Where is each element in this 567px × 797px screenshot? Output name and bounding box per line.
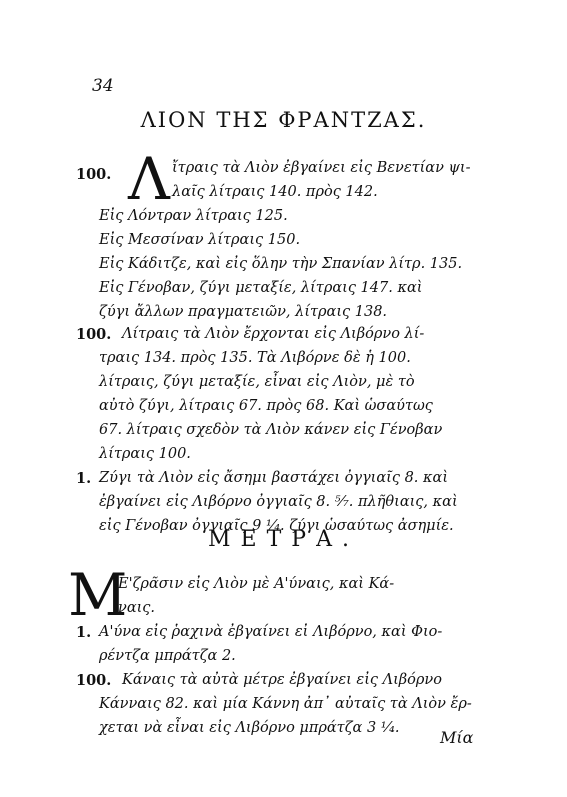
text-line: Α'ύνα εἰς ῥαχινὰ ἐβγαίνει εἰ Λιβόρνο, καὶ Φιο- — [99, 624, 443, 640]
text-line: ναις. — [118, 600, 156, 616]
text-line: λίτραις 100. — [99, 446, 191, 462]
text-line: αὐτὸ ζύγι, λίτραις 67. πρὸς 68. Καὶ ὡσαύτως — [99, 398, 433, 414]
text-line: Εἰς Μεσσίναν λίτραις 150. — [99, 232, 301, 248]
text-line: Κάναις τὰ αὐτὰ μέτρε ἐβγαίνει εἰς Λιβόρνο — [122, 672, 442, 688]
text-line: ζύγι ἄλλων πραγματειῶν, λίτραις 138. — [99, 304, 388, 320]
text-line: Κάνναις 82. καὶ μία Κάννη ἀπ᾽ αὐταῖς τὰ Λιὸν ἔρ- — [99, 696, 472, 712]
text-line: εἰς Γένοβαν ὀγγιαῖς 9 ¹⁄₄. ζύγι ὡσαύτως ἀσημίε. — [99, 518, 454, 534]
text-line: Ε'ζρᾶσιν εἰς Λιὸν μὲ Α'ύναις, καὶ Κά- — [118, 576, 395, 592]
text-line: Λίτραις τὰ Λιὸν ἔρχονται εἰς Λιβόρνο λί- — [122, 326, 425, 342]
text-line: λίτραις, ζύγι μεταξίε, εἶναι εἰς Λιὸν, μὲ τὸ — [99, 374, 415, 390]
text-line: Εἰς Κάδιτζε, καὶ εἰς ὅλην τὴν Σπανίαν λίτρ. 135. — [99, 256, 463, 272]
text-line: ρέντζα μπράτζα 2. — [99, 648, 236, 664]
section-title: ΛΙΟΝ ΤΗΣ ΦΡΑΝΤΖΑΣ. — [140, 108, 427, 132]
entry-number: 1. — [76, 624, 92, 641]
text-line: Ζύγι τὰ Λιὸν εἰς ἄσημι βαστάχει ὀγγιαῖς 8. καὶ — [99, 470, 449, 486]
entry-number: 100. — [76, 672, 112, 689]
entry-number: 1. — [76, 470, 92, 487]
text-line: Εἰς Λόντραν λίτραις 125. — [99, 208, 288, 224]
text-line: χεται νὰ εἶναι εἰς Λιβόρνο μπράτζα 3 ¹⁄₄. — [99, 720, 400, 736]
text-line: Εἰς Γένοβαν, ζύγι μεταξίε, λίτραις 147. καὶ — [99, 280, 423, 296]
entry-number: 100. — [76, 166, 112, 183]
drop-cap: Μ — [68, 561, 128, 629]
measures-heading: ΜΕΤΡΑ. — [208, 527, 359, 552]
drop-cap: Λ — [128, 145, 170, 213]
text-line: ἐβγαίνει εἰς Λιβόρνο ὀγγιαῖς 8. ⁵⁄₇. πλῆθιαις, καὶ — [99, 494, 458, 510]
page-number: 34 — [92, 76, 114, 96]
text-line: λαῖς λίτραις 140. πρὸς 142. — [172, 184, 378, 200]
catchword: Μία — [440, 728, 474, 747]
text-line: ἴτραις τὰ Λιὸν ἐβγαίνει εἰς Βενετίαν ψι- — [172, 160, 471, 176]
text-line: 67. λίτραις σχεδὸν τὰ Λιὸν κάνεν εἰς Γένοβαν — [99, 422, 443, 438]
entry-number: 100. — [76, 326, 112, 343]
text-line: τραις 134. πρὸς 135. Τὰ Λιβόρνε δὲ ἡ 100. — [99, 350, 411, 366]
